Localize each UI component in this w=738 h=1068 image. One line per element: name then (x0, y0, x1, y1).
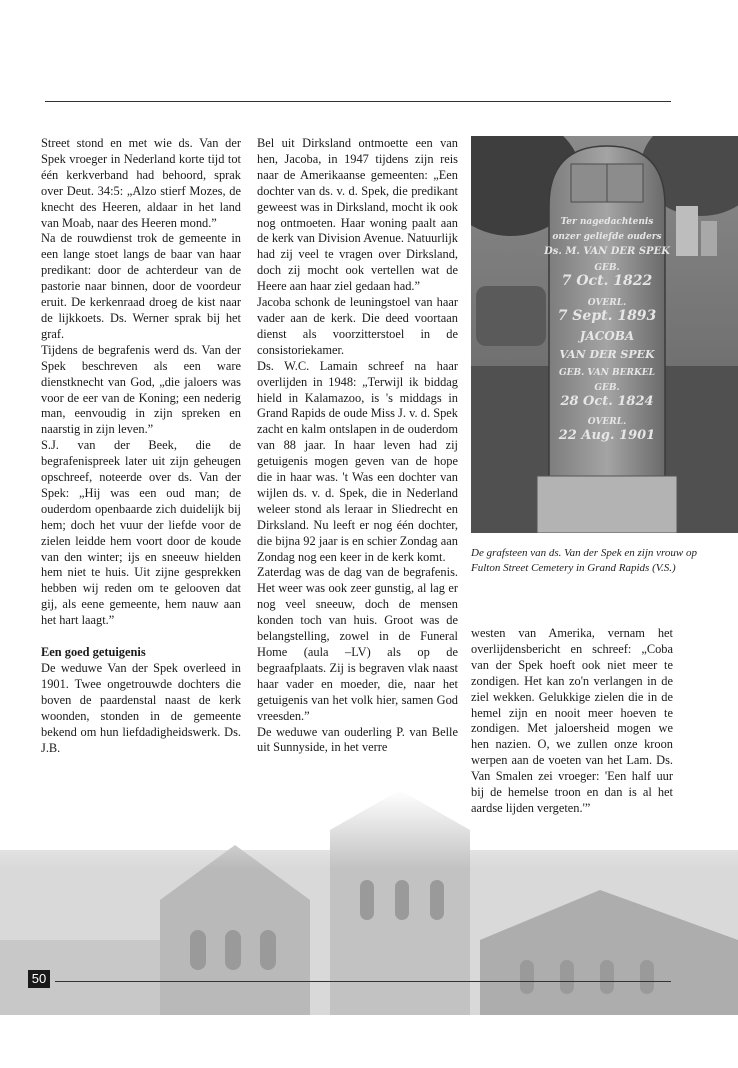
paragraph: S.J. van der Beek, die de begrafenispreek later uit zijn geheugen opschreef, noteerde over ds. Van der Spek: „Hij was een oud man; de ouderdom openbaarde zich duidelijk bij hem; doch het vuur der liefde voor de zielen leidde hem voort door de koude van den winter; ijs en sneeuw hielden hem niet te huis. Uit zijne gesprekken hebben wij reden om te gelooven dat gij, als eene gemeente, hem nauw aan het hart laagt.” (41, 438, 241, 628)
gravestone-photo (471, 136, 738, 533)
section-heading: Een goed getuigenis (41, 645, 146, 660)
gravestone-illustration (471, 136, 738, 533)
inscription-line: Ds. M. VAN DER SPEK (544, 246, 670, 257)
text-column-3 (471, 626, 673, 817)
inscription-line: GEB. (594, 263, 620, 273)
bottom-rule (55, 981, 671, 982)
paragraph: De weduwe van ouderling P. van Belle uit Sunnyside, in het verre (257, 724, 458, 755)
top-rule (45, 101, 671, 102)
inscription-line: 22 Aug. 1901 (558, 428, 656, 443)
inscription-line: onzer geliefde ouders (552, 232, 662, 242)
inscription-line: GEB. VAN BERKEL (558, 368, 656, 378)
paragraph: Tijdens de begrafenis werd ds. Van der Spek beschreven als een ware dienstknecht van God, „die jaloers was voor de eer van de Koning; een nederig man, eenvoudig in zijn spreken en naarstig in zijn leven.” (41, 342, 241, 437)
text-column-1 (41, 136, 241, 756)
inscription-line: VAN DER SPEK (559, 348, 655, 361)
inscription-line: JACOBA (579, 329, 635, 343)
text-column-2 (257, 136, 458, 756)
paragraph: westen van Amerika, vernam het overlijdensbericht en schreef: „Coba van der Spek hoeft ook niet meer te zondigen. Het kan zo'n verlangen in de ziel wekken. Gelukkige zielen die in de hemel zijn en nooit meer hoeven te zondigen. Met jaloersheid mogen we hen nazien. O, we zullen onze kroon werpen aan de voeten van het Lam. Ds. Van Smalen zei vroeger: 'Een half uur bij de hemelse troon en dan is al het aardse lijden vergeten.'” (471, 626, 673, 815)
paragraph: Na de rouwdienst trok de gemeente in een lange stoet langs de baar van haar predikant: door de achterdeur van de pastorie naar binnen, door de voordeur eruit. De kerkenraad droeg de kist naar de lijkkoets. Ds. Werner sprak bij het graf. (41, 231, 241, 341)
photo-caption: De grafsteen van ds. Van der Spek en zijn vrouw op Fulton Street Cemetery in Grand Rapids (V.S.) (471, 547, 697, 574)
inscription-line: OVERL. (587, 298, 627, 308)
inscription-line: 7 Oct. 1822 (561, 273, 653, 289)
inscription-line: GEB. (594, 383, 620, 393)
paragraph: De weduwe Van der Spek overleed in 1901. Twee ongetrouwde dochters die boven de paardenstal naast de kerk woonden, stonden in de gemeente bekend om hun liefdadigheidswerk. Ds. J.B. (41, 661, 241, 755)
paragraph: Zaterdag was de dag van de begrafenis. Het weer was ook zeer gunstig, al lag er nog veel sneeuw, doch de mensen konden toch van huis. Groot was de belangstelling, zowel in de Funeral Home (aula –LV) als op de begraafplaats. Zij is begraven vlak naast haar vader en moeder, die, naar het getuigenis van het volk hier, samen God vreesden.” (257, 565, 458, 723)
paragraph: Bel uit Dirksland ontmoette een van hen, Jacoba, in 1947 tijdens zijn reis naar de Amerikaanse gemeenten: „Een dochter van ds. v. d. Spek, die predikant geweest was in Dirksland, mocht ik ook nog ontmoeten. Haar woning paalt aan de kerk van Division Avenue. Natuurlijk had zij veel te vragen over Dirksland, doch zij mocht ook vertellen wat de Heere aan haar ziel gedaan had.” (257, 136, 458, 294)
inscription-line: Ter nagedachtenis (560, 217, 654, 227)
paragraph: Street stond en met wie ds. Van der Spek vroeger in Nederland korte tijd tot één kerkverband had behoord, sprak over Deut. 34:5: „Alzo stierf Mozes, de knecht des Heeren, aldaar in het land van Moab, naar des Heeren mond.” (41, 136, 241, 230)
inscription-line: 7 Sept. 1893 (557, 308, 657, 324)
inscription-line: OVERL. (587, 417, 627, 427)
page-number: 50 (28, 970, 50, 988)
inscription-line: 28 Oct. 1824 (560, 394, 654, 409)
paragraph: Jacoba schonk de leuningstoel van haar vader aan de kerk. Die deed voortaan dienst als voorzitterstoel in de consistoriekamer. (257, 295, 458, 357)
paragraph: Ds. W.C. Lamain schreef na haar overlijden in 1948: „Terwijl ik biddag hield in Kalamazoo, is 's middags in Grand Rapids de oude Miss J. v. d. Spek zacht en kalm ontslapen in de ouderdom van 88 jaar. In haar leven had zij getuigenis mogen geven van de hope die in haar was. 't Was een dochter van wijlen ds. v. d. Spek, die in Nederland weleer stond als leraar in Sliedrecht en Dirksland. Nu leeft er nog één dochter, die bijna 92 jaar is en schier Zondag aan Zondag nog een keer in de kerk komt. (257, 358, 458, 564)
